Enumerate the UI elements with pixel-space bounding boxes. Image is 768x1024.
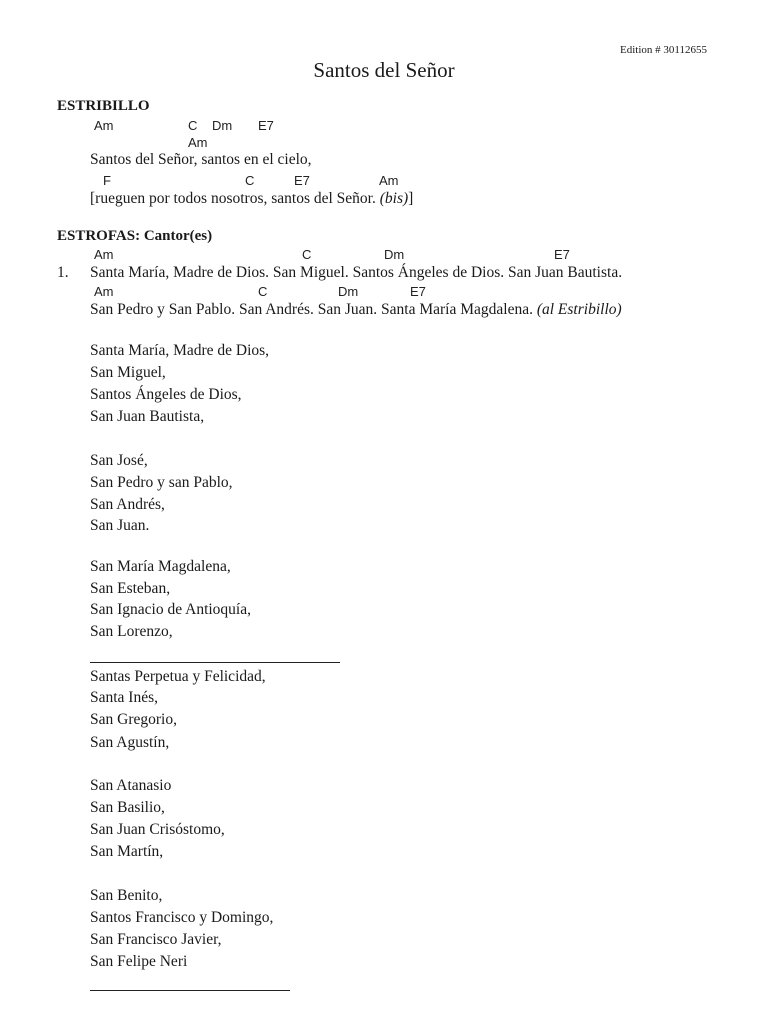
litany-line: San Pedro y san Pablo, [90,474,233,491]
verse-line: San Pedro y San Pablo. San Andrés. San Juan. Santa María Magdalena. (al Estribillo) [90,301,622,318]
litany-line: Santas Perpetua y Felicidad, [90,668,266,685]
chord: C [258,284,268,299]
litany-line: San Atanasio [90,777,172,794]
chord: E7 [554,247,570,262]
verses-heading: ESTROFAS: Cantor(es) [57,228,213,244]
chord: Am [188,135,208,150]
bis-note: (bis) [379,190,409,207]
litany-line: Santos Ángeles de Dios, [90,386,242,403]
litany-line: San Gregorio, [90,711,177,728]
chord: E7 [294,173,310,188]
litany-line: San Juan Crisóstomo, [90,821,225,838]
litany-line: San Miguel, [90,364,166,381]
litany-line: San Basilio, [90,799,165,816]
chord: Am [94,247,114,262]
refrain-line: [rueguen por todos nosotros, santos del Señor. (bis)] [90,190,414,207]
divider-line [90,662,340,663]
chord: Am [94,284,114,299]
chord: C [245,173,255,188]
litany-line: San Juan. [90,517,150,534]
litany-line: San Andrés, [90,496,165,513]
chord: Dm [338,284,359,299]
chord: C [188,118,198,133]
litany-line: Santos Francisco y Domingo, [90,909,274,926]
chord: E7 [258,118,274,133]
litany-line: San Juan Bautista, [90,408,205,425]
litany-line: San Agustín, [90,734,170,751]
litany-line: San Francisco Javier, [90,931,222,948]
litany-line: Santa Inés, [90,689,159,706]
litany-line: San María Magdalena, [90,558,231,575]
chord: Am [94,118,114,133]
litany-line: San Lorenzo, [90,623,173,640]
litany-line: San Esteban, [90,580,171,597]
divider-line [90,990,290,991]
edition-number: Edition # 30112655 [620,44,707,56]
song-title: Santos del Señor [313,58,455,82]
litany-line: San Ignacio de Antioquía, [90,601,251,618]
chord: E7 [410,284,426,299]
chord: F [103,173,111,188]
refrain-heading: ESTRIBILLO [57,98,150,114]
litany-line: San Martín, [90,843,164,860]
chord: Dm [384,247,405,262]
litany-line: San José, [90,452,148,469]
refrain-line: Santos del Señor, santos en el cielo, [90,151,312,168]
litany-line: Santa María, Madre de Dios, [90,342,270,359]
al-estribillo-note: (al Estribillo) [536,301,622,318]
chord: Am [379,173,399,188]
litany-line: San Felipe Neri [90,953,188,970]
chord: C [302,247,312,262]
chord: Dm [212,118,233,133]
litany-line: San Benito, [90,887,163,904]
verse-line: Santa María, Madre de Dios. San Miguel. Santos Ángeles de Dios. San Juan Bautista. [90,264,623,281]
verse-number: 1. [57,264,69,281]
